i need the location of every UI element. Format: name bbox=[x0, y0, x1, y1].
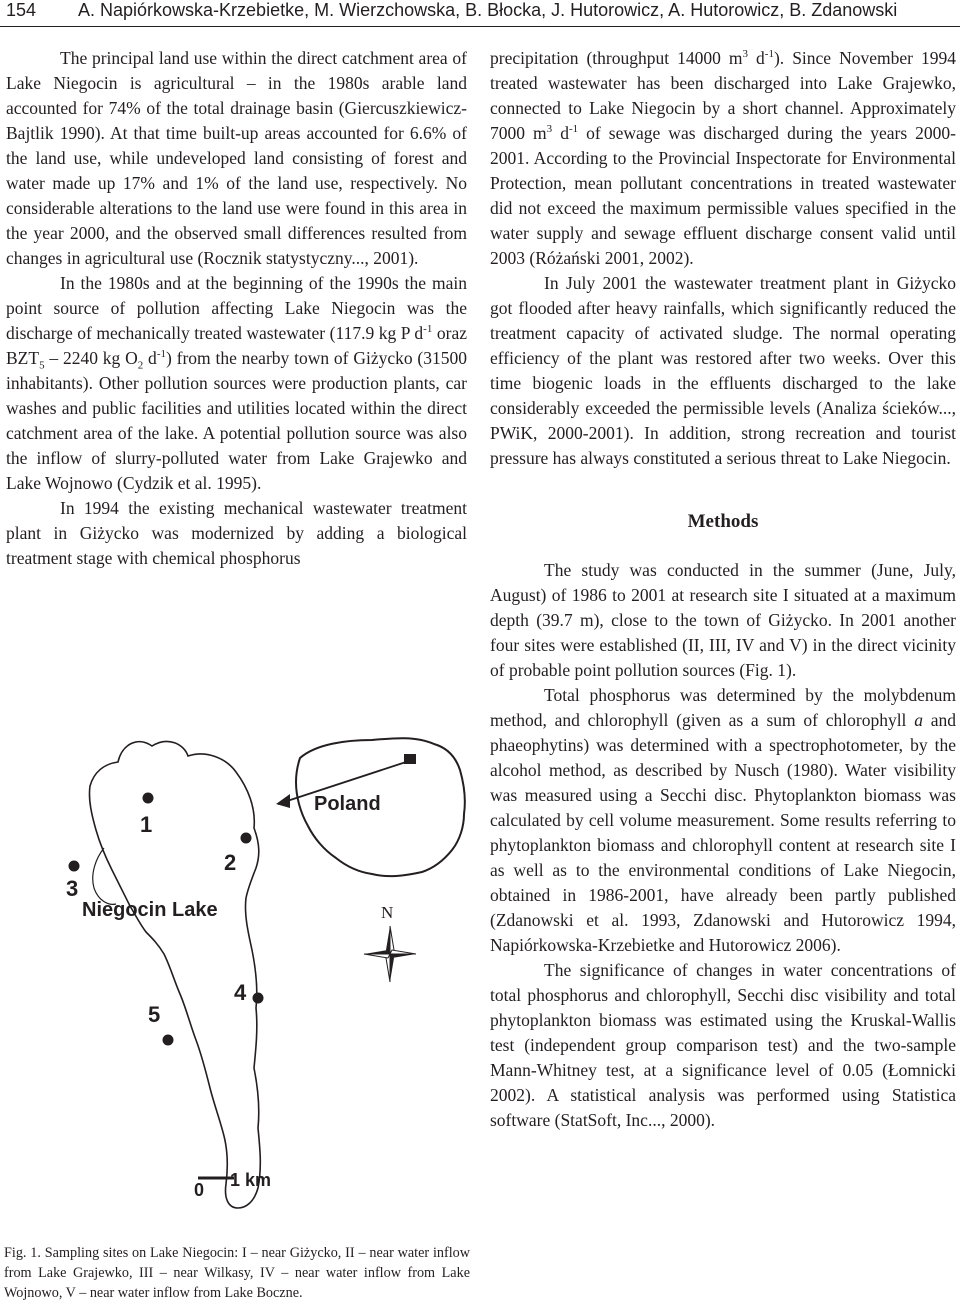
site-1-marker bbox=[143, 793, 154, 804]
left-column bbox=[6, 46, 467, 571]
location-arrow-head bbox=[276, 794, 290, 808]
paragraph-pollution-sources: In the 1980s and at the beginning of the 1990s the main point source of pollution affecting Lake Niegocin was the discharge of mechanically treated wastewater (117.9 kg P $d^{-1}$ oraz $BZT_5 - 2240$ kg $O_2$ $d^{-1}$) from the nearby town of Giżycko (31500 inhabitants). Other pollution sources were production plants, car washes and public facilities and utilities located within the direct catchment area of the lake. A potential pollution source was also the inflow of slurry-polluted water from Lake Grajewko and Lake Wojnowo (Cydzik et al. 1995). bbox=[6, 273, 468, 493]
figure-caption: Fig. 1. Sampling sites on Lake Niegocin: I – near Giżycko, II – near water inflow from Lake Grajewko, III – near Wilkasy, IV – near water inflow from Lake Wojnowo, V – near water inflow from Lake Boczne. bbox=[4, 1245, 470, 1301]
site-2-marker bbox=[241, 833, 252, 844]
page-number: 154 bbox=[6, 0, 37, 20]
site-4-marker bbox=[253, 993, 264, 1004]
running-header-authors: A. Napiórkowska-Krzebietke, M. Wierzchowska, B. Błocka, J. Hutorowicz, A. Hutorowicz, B. Zdanowski bbox=[78, 0, 898, 20]
paragraph-study-sites: The study was conducted in the summer (June, July, August) of 1986 to 2001 at research site I situated at a maximum depth (39.7 m), close to the town of Giżycko. In 2001 another four sites were established (II, III, IV and V) in the direct vicinity of probable point pollution sources (Fig. 1). bbox=[490, 560, 956, 680]
running-header bbox=[0, 0, 960, 27]
site-5-marker bbox=[163, 1035, 174, 1046]
lake-map-figure bbox=[60, 728, 500, 1218]
paragraph-flooding: In July 2001 the wastewater treatment plant in Giżycko got flooded after heavy rainfalls, which significantly reduced the treatment capacity of activated sludge. The normal operating efficiency of the plant was restored after two weeks. Over this time biogenic loads in the effluents discharged to the lake considerably exceeded the permissible levels (Analiza ścieków..., PWiK, 2000-2001). In addition, strong recreation and tourist pressure has always constituted a serious threat to Lake Niegocin. bbox=[490, 273, 956, 468]
lake-outline bbox=[89, 741, 260, 1208]
site-3-marker bbox=[69, 861, 80, 872]
site-4-label: 4 bbox=[234, 980, 247, 1005]
scale-start-label: 0 bbox=[194, 1180, 205, 1200]
paragraph-methods: Total phosphorus was determined by the molybdenum method, and chlorophyll (given as a sum of chlorophyll a and phaeophytins) was determined with a spectrophotometer, by the alcohol method, as described by Nusch (1980). Water visibility was measured using a Secchi disc. Phytoplankton biomass was calculated by cell volume measurement. Some results referring to phytoplankton biomass and chlorophyll content at research site I as well as to the environmental conditions of Lake Niegocin, obtained in 1986-2001, have already been partly published (Zdanowski et al. 1993, Zdanowski and Hutorowicz 1994, Napiórkowska-Krzebietke and Hutorowicz 2006). bbox=[490, 685, 956, 955]
poland-label: Poland bbox=[314, 793, 381, 815]
right-column bbox=[490, 46, 956, 1133]
north-arrow bbox=[364, 926, 416, 982]
scale-end-label: 1 km bbox=[230, 1170, 272, 1190]
paragraph-statistics: The significance of changes in water concentrations of total phosphorus and chlorophyll, Secchi disc visibility and total phytoplankton biomass was estimated using the Kruskal-Wallis test (independent group comparison test) and the two-sample Mann-Whitney test, at a significance level of 0.05 (Łomnicki 2002). A statistical analysis was performed using Statistica software (StatSoft, Inc..., 2000). bbox=[490, 960, 956, 1130]
site-5-label: 5 bbox=[148, 1002, 161, 1027]
lake-inner-outline bbox=[93, 848, 116, 904]
section-heading-methods: Methods bbox=[687, 511, 759, 532]
north-label: N bbox=[381, 903, 394, 922]
paragraph-land-use: The principal land use within the direct catchment area of Lake Niegocin is agricultural – in the 1980s arable land accounted for 74% of the total drainage basin (Giercuszkiewicz-Bajtlik 1990). At that time built-up areas accounted for 6.6% of the land use, while undeveloped land consisting of forest and water made up 17% and 1% of the land use, respectively. No considerable alterations to the land use were found in this area in the year 2000, and the observed small differences resulted from changes in agricultural use (Rocznik statystyczny..., 2001). bbox=[6, 48, 467, 268]
paragraph-precipitation: precipitation (throughput 14000 $m^3$ $d^{-1}$). Since November 1994 treated wastewater has been discharged into Lake Grajewko, connected to Lake Niegocin by a short channel. Approximately 7000 $m^3$ $d^{-1}$ of sewage was discharged during the years 2000-2001. According to the Provincial Inspectorate for Environmental Protection, mean pollutant concentrations in treated wastewater did not exceed the maximum permissible values specified in the water supply and sewage effluent discharge consent valid until 2003 (Różański 2001, 2002). bbox=[490, 48, 956, 268]
site-2-label: 2 bbox=[224, 850, 237, 875]
site-3-label: 3 bbox=[66, 876, 79, 901]
site-1-label: 1 bbox=[140, 812, 153, 837]
lake-map bbox=[60, 728, 500, 1218]
paragraph-treatment-plant: In 1994 the existing mechanical wastewater treatment plant in Giżycko was modernized by adding a biological treatment stage with chemical phosphorus bbox=[6, 498, 467, 568]
lake-name-label: Niegocin Lake bbox=[82, 899, 218, 921]
